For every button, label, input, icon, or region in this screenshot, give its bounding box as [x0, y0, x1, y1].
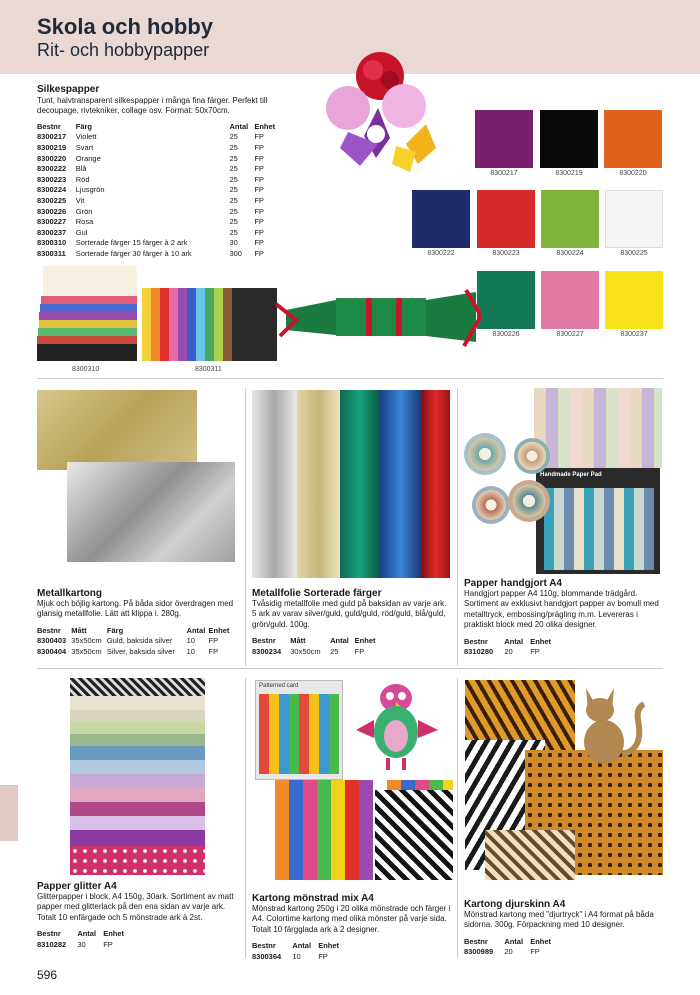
- product-table: [252, 941, 347, 962]
- side-tab-marker: [0, 785, 18, 841]
- table-cell: 25: [229, 217, 238, 227]
- product-title: Silkespapper: [37, 84, 100, 95]
- table-header: Antal: [77, 929, 97, 939]
- table-cell: FP: [254, 238, 264, 248]
- table-cell: 8300219: [37, 143, 67, 152]
- table-cell: 25: [229, 132, 238, 142]
- table-row: [37, 940, 132, 951]
- table-cell: 10: [186, 636, 195, 646]
- color-swatch: [604, 110, 662, 168]
- table-cell: 8300223: [37, 174, 67, 184]
- product-title: Papper handgjort A4: [464, 578, 562, 589]
- metallkartong-block: [37, 588, 237, 658]
- glitter-block: [37, 881, 242, 950]
- swatch-code: 8300226: [492, 331, 520, 338]
- table-row: [464, 647, 559, 658]
- table-cell: FP: [530, 647, 540, 657]
- table-cell: 25: [229, 206, 238, 216]
- table-cell: 8300364: [252, 951, 282, 961]
- table-header: Antal: [330, 636, 349, 646]
- table-row: [37, 143, 282, 154]
- product-table: [464, 937, 559, 958]
- table-cell: 8300220: [37, 153, 67, 163]
- swatch-code: 8300223: [492, 250, 520, 257]
- color-swatch: [541, 271, 599, 329]
- product-description: Tunt, halvtransparent silkespapper i många fina färger. Perfekt till decoupage, rivtekniker, collage osv. Format: 50x70cm.: [37, 96, 268, 116]
- table-cell: Silver, baksida silver: [106, 647, 175, 656]
- table-header: Enhet: [254, 121, 276, 131]
- table-cell: Ljusgrön: [75, 185, 105, 195]
- table-cell: 25: [229, 143, 238, 152]
- table-cell: Sorterade färger 15 färger à 2 ark: [75, 238, 188, 248]
- table-cell: 8300225: [37, 195, 67, 205]
- table-row: [37, 132, 282, 143]
- table-cell: 8300224: [37, 185, 67, 195]
- divider: [457, 678, 458, 958]
- color-swatch: [541, 190, 599, 248]
- product-description: Glitterpapper i block, A4 150g, 30ark. Sortiment av matt papper med glitterlack på den ena sidan av varje ark. Totalt 10 enfärgade och 5 mönstrade ark à 2st.: [37, 892, 234, 922]
- table-cell: 10: [292, 951, 301, 961]
- table-cell: 30: [77, 939, 86, 949]
- table-cell: 35x50cm: [71, 647, 102, 656]
- table-cell: Vit: [75, 195, 85, 205]
- product-title: Metallfolie Sorterade färger: [252, 588, 382, 599]
- product-table: [464, 637, 559, 658]
- metallfolie-image: [252, 390, 450, 578]
- table-header: Mått: [290, 636, 306, 646]
- product-description: Mönstrad kartong med "djurtryck" i A4 format på båda sidorna. 300g. Förpackning med 10 designer.: [464, 910, 654, 930]
- table-header: Bestnr: [37, 121, 61, 131]
- silkespapper-fan-image: [142, 288, 277, 361]
- table-header: Bestnr: [37, 929, 61, 939]
- product-table: [37, 929, 132, 950]
- table-header: Bestnr: [464, 636, 488, 646]
- table-cell: Orange: [75, 153, 101, 163]
- table-cell: 20: [504, 947, 513, 957]
- swatch-code: 8300224: [556, 250, 584, 257]
- color-swatch: [412, 190, 470, 248]
- table-row: [464, 947, 559, 958]
- table-cell: FP: [254, 227, 264, 237]
- table-cell: 8300989: [464, 947, 494, 957]
- swatch-code: 8300237: [620, 331, 648, 338]
- table-header: Antal: [504, 936, 524, 946]
- table-header: Mått: [71, 625, 87, 635]
- table-cell: FP: [208, 636, 219, 646]
- table-header: Bestnr: [252, 636, 276, 646]
- table-cell: Sorterade färger 30 färger à 10 ark: [75, 248, 192, 258]
- table-cell: FP: [254, 217, 264, 227]
- product-title: Papper glitter A4: [37, 881, 117, 892]
- table-cell: Rosa: [75, 217, 94, 227]
- table-cell: 8300311: [37, 248, 66, 258]
- pack-label: Patterned card: [259, 683, 299, 689]
- table-cell: 30x50cm: [290, 646, 321, 656]
- table-header: Enhet: [354, 636, 376, 646]
- table-cell: FP: [254, 185, 264, 195]
- table-row: [37, 249, 282, 260]
- color-swatch: [477, 190, 535, 248]
- color-swatch: [605, 190, 663, 248]
- swatch-code: 8300222: [427, 250, 455, 257]
- table-header: Bestnr: [252, 941, 276, 951]
- table-row: [252, 647, 382, 658]
- swatch-code: 8300225: [620, 250, 648, 257]
- divider: [457, 388, 458, 666]
- product-table: [252, 636, 382, 657]
- color-swatch: [475, 110, 533, 168]
- table-header: Antal: [186, 625, 206, 635]
- table-cell: 25: [330, 646, 339, 656]
- product-description: Mönstrad kartong 250g i 20 olika mönstrade och färger i A4. Colortime kartong med olika mönster på varje sida. Totalt 10 färgglada ark à 2 designer.: [252, 904, 451, 934]
- table-cell: 30: [229, 238, 238, 248]
- table-row: [37, 175, 282, 186]
- tissue-cracker-image: [276, 280, 481, 360]
- divider: [245, 388, 246, 666]
- table-cell: Violett: [75, 132, 97, 142]
- table-cell: 8300234: [252, 646, 282, 656]
- table-header: Enhet: [530, 636, 552, 646]
- swatch-code: 8300227: [556, 331, 584, 338]
- table-cell: 8300403: [37, 636, 67, 646]
- table-header: Färg: [75, 121, 92, 131]
- product-description: Handgjort papper A4 110g, blommande trädgård. Sortiment av exklusivt handgjort papper av bomull med metalltryck, embossing/prägling m.m. Levereras i praktiskt block med 20 olika designer.: [464, 589, 659, 630]
- handgjort-image: [464, 388, 662, 576]
- section-subtitle: Rit- och hobbypapper: [37, 40, 210, 60]
- table-cell: 8310280: [464, 647, 494, 657]
- table-row: [37, 228, 282, 239]
- table-cell: FP: [103, 939, 113, 949]
- table-row: [37, 207, 282, 218]
- product-description: Mjuk och böjlig kartong. På båda sidor överdragen med glansig metallfolie. Lätt att klippa i. 280g.: [37, 599, 234, 619]
- divider: [37, 378, 663, 379]
- table-header: Antal: [292, 941, 312, 951]
- image-label: 8300311: [195, 366, 222, 373]
- table-cell: 10: [186, 647, 195, 656]
- table-cell: 8300404: [37, 647, 67, 656]
- table-cell: FP: [254, 164, 264, 174]
- table-cell: FP: [254, 153, 264, 163]
- metallfolie-block: [252, 588, 452, 657]
- table-row: [37, 636, 233, 647]
- page-number: 596: [37, 968, 58, 982]
- section-title: Skola och hobby: [37, 14, 214, 39]
- table-cell: 25: [229, 195, 238, 205]
- table-cell: FP: [254, 174, 264, 184]
- table-cell: 25: [229, 174, 238, 184]
- table-row: [37, 238, 282, 249]
- table-row: [252, 952, 347, 963]
- table-header: Enhet: [318, 941, 340, 951]
- table-header: Antal: [229, 121, 249, 131]
- silkespapper-stack-image: [37, 266, 137, 361]
- table-cell: 8300227: [37, 217, 67, 227]
- swatch-code: 8300217: [490, 170, 518, 177]
- table-cell: FP: [254, 195, 264, 205]
- table-cell: Gul: [75, 227, 88, 237]
- table-cell: 300: [229, 248, 242, 258]
- table-cell: Blå: [75, 164, 87, 174]
- djurskinn-block: [464, 899, 664, 958]
- silkespapper-block: [37, 84, 292, 260]
- table-row: [37, 154, 282, 165]
- table-header: Bestnr: [37, 625, 61, 635]
- product-title: Metallkartong: [37, 588, 103, 599]
- glitter-image: [70, 678, 205, 875]
- table-cell: FP: [354, 646, 365, 656]
- table-cell: 8300217: [37, 132, 67, 142]
- table-header: Bestnr: [464, 936, 488, 946]
- table-cell: FP: [530, 947, 540, 957]
- table-cell: Röd: [75, 174, 90, 184]
- table-cell: Guld, baksida silver: [106, 636, 173, 646]
- table-cell: FP: [254, 132, 264, 142]
- product-description: Tvåsidig metallfolie med guld på baksidan av varje ark. 5 ark av varav silver/guld, guld/guld, röd/guld, blå/guld, grön/guld. 100g.: [252, 599, 447, 629]
- table-cell: Grön: [75, 206, 93, 216]
- table-cell: 8300237: [37, 227, 67, 237]
- product-table: [37, 626, 233, 658]
- product-title: Kartong mönstrad mix A4: [252, 893, 374, 904]
- monstrad-block: [252, 893, 457, 962]
- table-header: Enhet: [530, 936, 552, 946]
- product-table: [37, 122, 282, 260]
- table-cell: 8300310: [37, 238, 67, 248]
- divider: [245, 678, 246, 958]
- table-cell: 20: [504, 647, 513, 657]
- table-row: [37, 164, 282, 175]
- table-header: Enhet: [208, 625, 230, 635]
- bird-craft-image: [356, 680, 438, 772]
- table-row: [37, 196, 282, 207]
- table-header: Enhet: [103, 929, 125, 939]
- cat-craft-image: [578, 680, 648, 768]
- divider: [37, 668, 663, 669]
- table-cell: 25: [229, 227, 238, 237]
- product-title: Kartong djurskinn A4: [464, 899, 566, 910]
- table-cell: 25: [229, 153, 238, 163]
- swatch-code: 8300219: [555, 170, 583, 177]
- table-cell: 35x50cm: [71, 636, 102, 646]
- table-cell: FP: [254, 143, 264, 152]
- table-header: Färg: [106, 625, 124, 635]
- pad-label: Handmade Paper Pad: [540, 472, 602, 478]
- table-cell: FP: [208, 647, 219, 656]
- table-cell: 8300226: [37, 206, 67, 216]
- tissue-flowers-image: [318, 48, 458, 178]
- table-header: Antal: [504, 636, 524, 646]
- table-row: [37, 185, 282, 196]
- table-cell: 8310282: [37, 939, 67, 949]
- table-cell: 25: [229, 185, 238, 195]
- swatch-code: 8300220: [619, 170, 647, 177]
- color-swatch: [540, 110, 598, 168]
- table-cell: Svart: [75, 143, 94, 152]
- table-cell: FP: [254, 206, 264, 216]
- metallkartong-image: [37, 390, 237, 580]
- color-swatch: [605, 271, 663, 329]
- image-label: 8300310: [72, 366, 100, 373]
- table-row: [37, 217, 282, 228]
- table-row: [37, 647, 233, 658]
- table-cell: FP: [318, 951, 328, 961]
- table-cell: 25: [229, 164, 238, 174]
- handgjort-block: [464, 578, 664, 658]
- color-swatch: [477, 271, 535, 329]
- table-cell: FP: [254, 248, 264, 258]
- table-cell: 8300222: [37, 164, 67, 174]
